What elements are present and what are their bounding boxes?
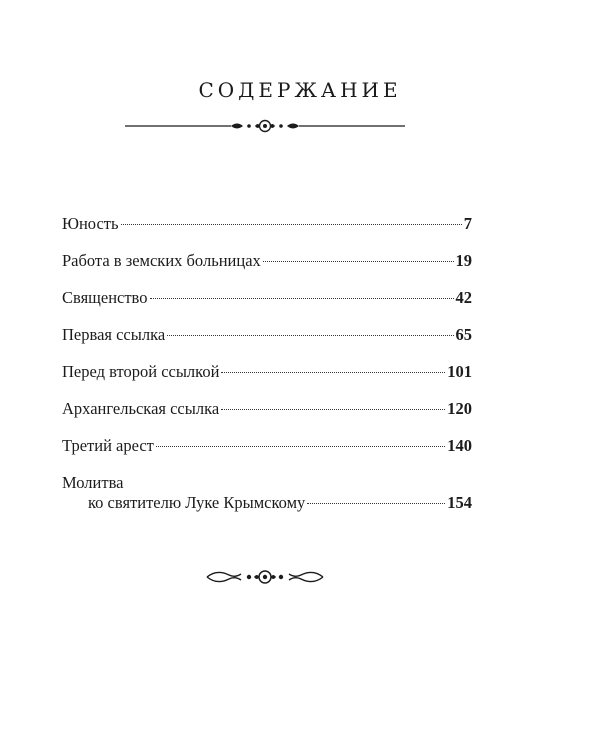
toc-entry-title: Первая ссылка — [62, 325, 166, 344]
toc-leader-dots — [167, 335, 453, 336]
toc-entry[interactable] — [62, 325, 472, 362]
toc-leader-dots — [263, 261, 454, 262]
toc-entry-page: 7 — [463, 214, 472, 233]
page-title: СОДЕРЖАНИЕ — [198, 78, 402, 102]
toc-leader-dots — [221, 409, 445, 410]
toc-entry[interactable] — [62, 399, 472, 436]
toc-entry-title: Священство — [62, 288, 148, 307]
toc-entry-title: Архангельская ссылка — [62, 399, 220, 418]
toc-entry-title: Третий арест — [62, 436, 154, 455]
toc-entry-title: Перед второй ссылкой — [62, 362, 220, 381]
ornament-flourish-icon — [205, 567, 325, 587]
toc-leader-dots — [121, 224, 462, 225]
toc-entry-page: 140 — [447, 436, 472, 455]
toc-entry[interactable] — [62, 251, 472, 288]
toc-leader-dots — [221, 372, 445, 373]
toc-entry-title: Работа в земских больницах — [62, 251, 261, 270]
toc-entry-page: 19 — [455, 251, 472, 270]
table-of-contents — [62, 214, 472, 529]
ornament-divider-icon — [125, 116, 405, 136]
toc-entry-title: Юность — [62, 214, 119, 233]
toc-entry-page: 154 — [447, 493, 472, 512]
toc-entry[interactable] — [62, 362, 472, 399]
toc-leader-dots — [156, 446, 445, 447]
toc-entry-title-line1: Молитва — [62, 473, 124, 492]
toc-entry[interactable] — [62, 473, 472, 529]
toc-entry[interactable] — [62, 436, 472, 473]
toc-entry-title-line2: ко святителю Луке Крымскому — [88, 493, 306, 512]
toc-leader-dots — [307, 503, 445, 504]
toc-leader-dots — [150, 298, 454, 299]
toc-entry-page: 65 — [455, 325, 472, 344]
toc-entry-page: 101 — [447, 362, 472, 381]
toc-entry[interactable] — [62, 214, 472, 251]
toc-entry-page: 42 — [455, 288, 472, 307]
toc-entry-page: 120 — [447, 399, 472, 418]
toc-entry[interactable] — [62, 288, 472, 325]
